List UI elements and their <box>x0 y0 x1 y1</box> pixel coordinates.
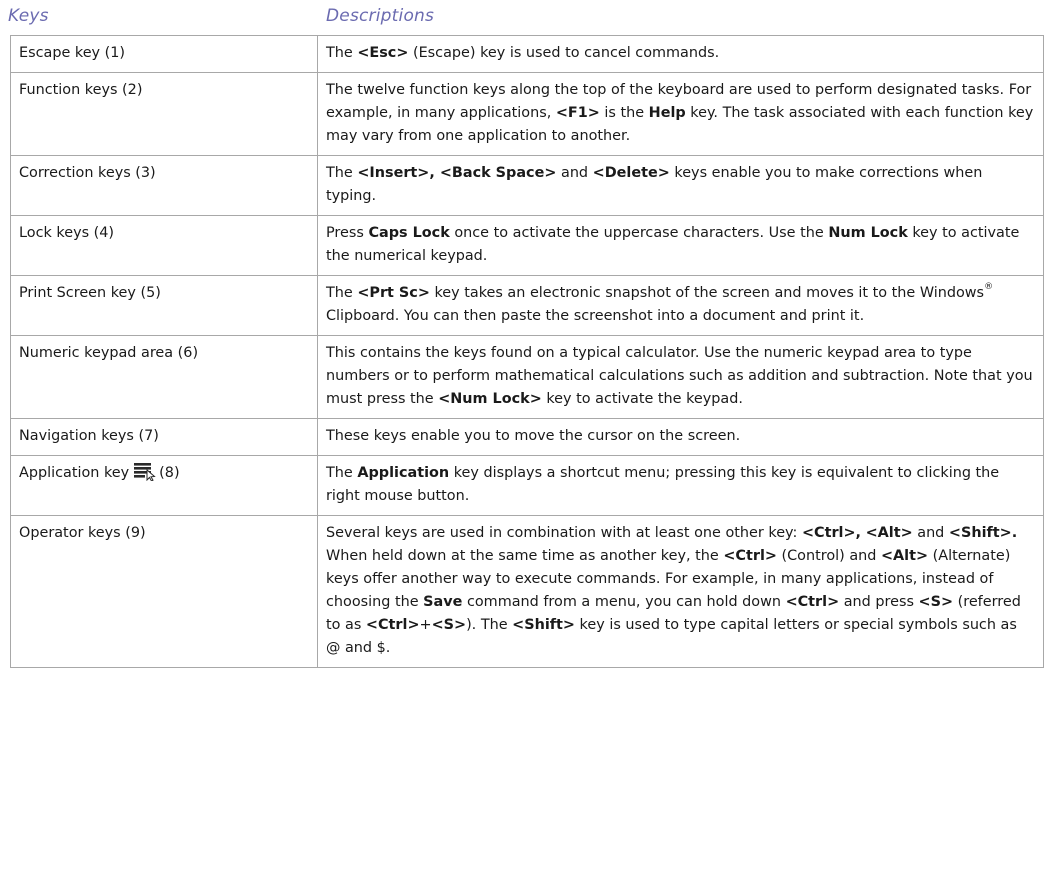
table-row <box>11 336 1044 419</box>
key-description-cell <box>318 516 1044 668</box>
description-text: key displays a shortcut menu; pressing this key is equivalent to clicking the right mouse button. <box>326 465 1000 504</box>
table-row <box>11 73 1044 156</box>
key-name: Escape key (1) <box>19 45 126 61</box>
key-term: <Num Lock> <box>438 391 542 407</box>
description-text: key to activate the numerical keypad. <box>326 225 1020 264</box>
key-name-cell <box>11 156 318 216</box>
keys-table <box>10 35 1044 668</box>
description-text: and <box>556 165 593 181</box>
key-term: <F1> <box>555 105 600 121</box>
description-text: The <box>326 165 358 181</box>
key-description-cell <box>318 36 1044 73</box>
key-term: <Delete> <box>592 165 670 181</box>
description-text: is the <box>599 105 649 121</box>
descriptions-column-heading: Descriptions <box>326 6 435 26</box>
key-name-cell <box>11 73 318 156</box>
description-text: ). The <box>466 617 513 633</box>
key-description-cell <box>318 276 1044 336</box>
description-text: + <box>419 617 432 633</box>
key-description-cell <box>318 336 1044 419</box>
key-term: <Prt Sc> <box>357 285 430 301</box>
key-description-cell <box>318 73 1044 156</box>
table-row <box>11 156 1044 216</box>
key-term: <S> <box>918 594 954 610</box>
table-header <box>0 0 1056 36</box>
key-term: <Ctrl>, <box>801 525 862 541</box>
description-text: (referred to as <box>326 594 1021 633</box>
description-text: key takes an electronic snapshot of the screen and moves it to the Windows <box>429 285 985 301</box>
description-text: and press <box>839 594 919 610</box>
description-text: once to activate the uppercase characters. Use the <box>449 225 829 241</box>
description-text: (Control) and <box>776 548 881 564</box>
key-number: (8) <box>159 465 180 481</box>
key-name-cell <box>11 419 318 456</box>
description-text: key. The task associated with each function key may vary from one application to another. <box>326 105 1034 144</box>
key-name: Lock keys (4) <box>19 225 115 241</box>
key-name: Correction keys (3) <box>19 165 156 181</box>
key-description-cell <box>318 456 1044 516</box>
registered-mark: ® <box>984 282 994 293</box>
key-term: Caps Lock <box>368 225 450 241</box>
key-term: <Esc> <box>357 45 409 61</box>
key-name-cell <box>11 216 318 276</box>
application-key-icon <box>133 462 157 481</box>
keys-table-body <box>11 36 1044 668</box>
description-text: Clipboard. You can then paste the screenshot into a document and print it. <box>326 308 865 324</box>
description-text: and <box>912 525 949 541</box>
key-term: <S> <box>431 617 467 633</box>
key-term: <Ctrl> <box>365 617 420 633</box>
key-term: Application <box>357 465 450 481</box>
key-name-cell <box>11 276 318 336</box>
key-term: <Ctrl> <box>723 548 777 564</box>
key-term: <Alt> <box>880 548 929 564</box>
key-description-cell <box>318 419 1044 456</box>
table-row <box>11 516 1044 668</box>
description-text: (Escape) key is used to cancel commands. <box>408 45 720 61</box>
key-term: Help <box>648 105 686 121</box>
description-text: Press <box>326 225 369 241</box>
key-name: Operator keys (9) <box>19 525 146 541</box>
table-row <box>11 276 1044 336</box>
description-text: keys enable you to make corrections when typing. <box>326 165 983 204</box>
description-text: This contains the keys found on a typical calculator. Use the numeric keypad area to type numbers or to perform mathematical calculations such as addition and subtraction. Note that you must press the <box>326 345 1033 407</box>
key-term: <Shift> <box>512 617 575 633</box>
key-term: <Alt> <box>865 525 913 541</box>
key-name: Numeric keypad area (6) <box>19 345 199 361</box>
key-name: Application key <box>19 465 130 481</box>
table-row <box>11 419 1044 456</box>
description-text: key is used to type capital letters or special symbols such as @ and $. <box>326 617 1017 656</box>
description-text: Several keys are used in combination with at least one other key: <box>326 525 802 541</box>
key-name: Function keys (2) <box>19 82 143 98</box>
description-text: These keys enable you to move the cursor on the screen. <box>326 428 741 444</box>
table-row <box>11 456 1044 516</box>
table-row <box>11 216 1044 276</box>
key-name-cell <box>11 456 318 516</box>
key-description-cell <box>318 216 1044 276</box>
keys-column-heading: Keys <box>8 6 49 26</box>
key-name-cell <box>11 36 318 73</box>
key-term: Num Lock <box>828 225 908 241</box>
key-term: <Ctrl> <box>785 594 840 610</box>
key-name: Print Screen key (5) <box>19 285 161 301</box>
table-row <box>11 36 1044 73</box>
description-text: (Alternate) keys offer another way to execute commands. For example, in many applications, instead of choosing the <box>326 548 1011 610</box>
key-name-cell <box>11 336 318 419</box>
key-name: Navigation keys (7) <box>19 428 159 444</box>
key-name-cell <box>11 516 318 668</box>
key-term: <Insert>, <Back Space> <box>357 165 557 181</box>
description-text: The twelve function keys along the top of the keyboard are used to perform designated tasks. For example, in many applications, <box>326 82 1032 121</box>
description-text: When held down at the same time as another key, the <box>326 548 724 564</box>
key-term: <Shift>. <box>948 525 1018 541</box>
key-description-cell <box>318 156 1044 216</box>
key-term: Save <box>423 594 463 610</box>
description-text: The <box>326 465 358 481</box>
description-text: command from a menu, you can hold down <box>462 594 786 610</box>
description-text: The <box>326 285 358 301</box>
description-text: key to activate the keypad. <box>541 391 743 407</box>
description-text: The <box>326 45 358 61</box>
